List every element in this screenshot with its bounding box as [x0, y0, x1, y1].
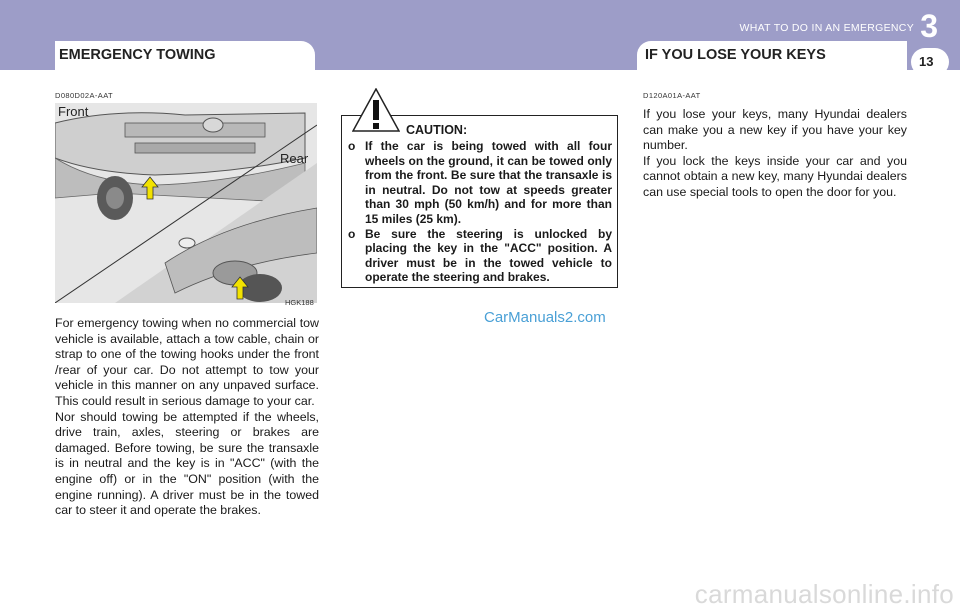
- site-watermark: CarManuals2.com: [484, 309, 606, 326]
- lose-keys-body: [643, 107, 907, 201]
- warning-triangle-icon: [352, 88, 400, 132]
- caution-title: CAUTION:: [406, 123, 468, 137]
- caution-item-text: Be sure the steering is unlocked by placing the key in the "ACC" position. A driver must be in the towed vehicle to operate the steering and brakes.: [365, 226, 612, 285]
- section-tab-left: [55, 41, 315, 70]
- ref-code-left: D080D02A-AAT: [55, 91, 114, 100]
- caution-item: [348, 227, 612, 285]
- caution-bullet: o: [348, 226, 356, 241]
- chapter-title: WHAT TO DO IN AN EMERGENCY: [739, 22, 914, 34]
- figure-code: HGK188: [285, 298, 314, 307]
- emergency-towing-body: [55, 316, 319, 519]
- page-number: 13: [919, 54, 934, 69]
- towing-hooks-figure: [55, 103, 317, 303]
- body-paragraph: If you lock the keys inside your car and you cannot obtain a new key, many Hyundai dealers can use special tools to open the door for you.: [643, 153, 907, 199]
- caution-bullet: o: [348, 139, 356, 153]
- body-paragraph: For emergency towing when no commercial tow vehicle is available, attach a tow cable, chain or strap to one of the towing hooks under the front /rear of your car. Do not attempt to tow your vehicle in this manner on any unpaved surface. This could result in serious damage to your car.: [55, 316, 319, 408]
- caution-item-text: If the car is being towed with all four wheels on the ground, it can be towed only from the front. Be sure that the transaxle is in neutral. Do not tow at speeds greater than 30 mph (50 km/h) and for more than 15 miles (25 km).: [365, 139, 612, 226]
- body-paragraph: If you lose your keys, many Hyundai dealers can make you a new key if you have your key number.: [643, 107, 907, 153]
- car-underside-illustration: [55, 103, 317, 303]
- figure-label-rear: Rear: [280, 151, 309, 166]
- caution-item: [348, 139, 612, 227]
- section-tab-right: [637, 41, 907, 70]
- section-title-lose-keys: IF YOU LOSE YOUR KEYS: [645, 47, 826, 63]
- chapter-number: 3: [920, 8, 938, 44]
- ref-code-right: D120A01A-AAT: [643, 91, 701, 100]
- figure-label-front: Front: [58, 104, 89, 119]
- caution-list: [348, 139, 612, 285]
- page-number-badge: [911, 48, 949, 76]
- body-paragraph: Nor should towing be attempted if the wheels, drive train, axles, steering or brakes are damaged. Before towing, be sure the transaxle is in neutral and the key is in "ACC" (with the engine off) or in the "ON" position (with the engine running). A driver must be in the towed car to steer it and operate the brakes.: [55, 409, 319, 518]
- footer-watermark: carmanualsonline.info: [694, 579, 954, 609]
- section-title-emergency-towing: EMERGENCY TOWING: [59, 47, 216, 63]
